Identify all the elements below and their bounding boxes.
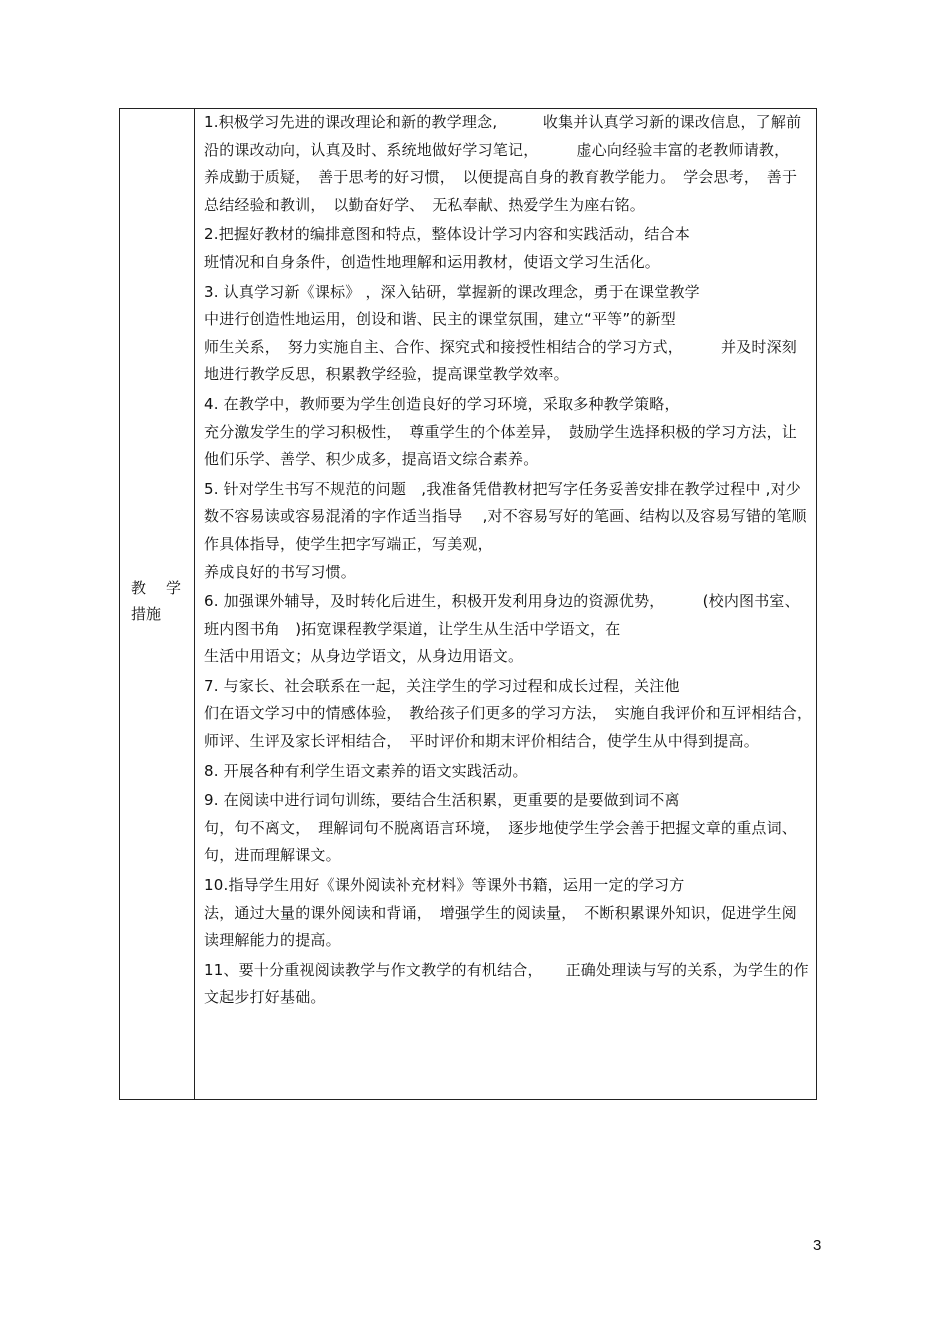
column-divider <box>194 108 195 1100</box>
measures-content <box>204 109 810 1014</box>
row-label-char2: 学 <box>165 579 181 597</box>
measure-item-11: 11、要十分重视阅读教学与作文教学的有机结合， 正确处理读与写的关系，为学生的作文起步打好基础。 <box>204 960 809 1007</box>
row-label-teaching-measures <box>121 575 193 627</box>
measure-item-1: 1.积极学习先进的课改理论和新的教学理念, 收集并认真学习新的课改信息，了解前沿的课改动向，认真及时、系统地做好学习笔记， 虚心向经验丰富的老教师请教， 养成勤于质疑， 善于思考的好习惯， 以便提高自身的教育教学能力。 学会思考， 善于总结经验和教训， 以勤奋好学、 无私奉献、热爱学生为座右铭。 <box>204 113 802 214</box>
measure-item-3: 3. 认真学习新《课标》 ，深入钻研，掌握新的课改理念，勇于在课堂教学 中进行创造性地运用，创设和谐、民主的课堂氛围，建立“平等”的新型 师生关系， 努力实施自主、合作、探究式和接授性相结合的学习方式， 并及时深刻地进行教学反思，积累教学经验，提高课堂教学效率。 <box>204 282 798 384</box>
measure-item-4: 4. 在教学中，教师要为学生创造良好的学习环境，采取多种教学策略， 充分激发学生的学习积极性， 尊重学生的个体差异， 鼓励学生选择积极的学习方法，让他们乐学、善学、积少成多，提高语文综合素养。 <box>204 394 798 469</box>
measure-item-2: 2.把握好教材的编排意图和特点，整体设计学习内容和实践活动，结合本 班情况和自身条件，创造性地理解和运用教材，使语文学习生活化。 <box>204 225 690 271</box>
measure-item-5: 5. 针对学生书写不规范的问题 ,我准备凭借教材把写字任务妥善安排在教学过程中 ,对少数不容易读或容易混淆的字作适当指导 ,对不容易写好的笔画、结构以及容易写错的笔顺作具体指导，使学生把字写端正，写美观， 养成良好的书写习惯。 <box>204 479 807 581</box>
measure-item-6: 6. 加强课外辅导，及时转化后进生，积极开发利用身边的资源优势， (校内图书室、班内图书角 )拓宽课程教学渠道，让学生从生活中学语文，在 生活中用语文；从身边学语文，从身边用语文。 <box>204 592 800 666</box>
measure-item-10: 10.指导学生用好《课外阅读补充材料》等课外书籍，运用一定的学习方 法，通过大量的课外阅读和背诵， 增强学生的阅读量， 不断积累课外知识，促进学生阅读理解能力的提高。 <box>204 876 798 950</box>
row-label-char1: 教 <box>131 579 147 597</box>
page-number: 3 <box>813 1237 822 1254</box>
row-label-line1 <box>121 575 193 601</box>
measure-item-7: 7. 与家长、社会联系在一起，关注学生的学习过程和成长过程，关注他 们在语文学习中的情感体验， 教给孩子们更多的学习方法， 实施自我评价和互评相结合， 师评、生评及家长评相结合， 平时评价和期末评价相结合，使学生从中得到提高。 <box>204 676 805 751</box>
row-label-line2: 措施 <box>131 605 162 623</box>
measure-item-8: 8. 开展各种有利学生语文素养的语文实践活动。 <box>204 761 528 780</box>
measure-item-9: 9. 在阅读中进行词句训练，要结合生活积累，更重要的是要做到词不离 句，句不离文， 理解词句不脱离语言环境， 逐步地使学生学会善于把握文章的重点词、句，进而理解课文。 <box>204 791 798 865</box>
